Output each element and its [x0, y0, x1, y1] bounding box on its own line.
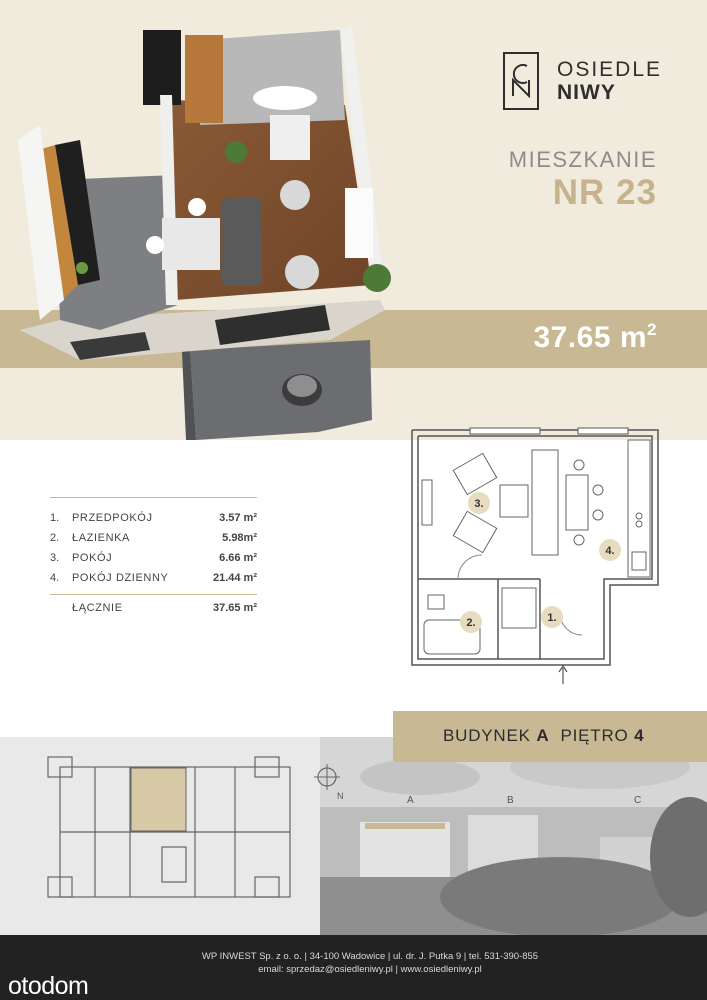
- site-building-label: A: [407, 795, 414, 806]
- floorplan-label: 1.: [547, 612, 557, 624]
- brand-logo-icon: [503, 52, 539, 110]
- site-building-label: C: [634, 795, 642, 806]
- apartment-area-value: 37.65 m: [533, 321, 648, 354]
- room-number: 1.: [50, 512, 60, 524]
- room-row: [50, 528, 257, 548]
- apartment-3d-render: [0, 0, 420, 440]
- room-area: 3.57 m²: [219, 512, 257, 524]
- room-name: ŁAZIENKA: [72, 532, 130, 544]
- room-row: [50, 548, 257, 568]
- building-label: BUDYNEK: [443, 726, 531, 745]
- building-letter: A: [536, 726, 550, 745]
- otodom-watermark: otodom: [8, 972, 89, 1000]
- room-name: POKÓJ: [72, 552, 113, 564]
- floorplan-label: 2.: [466, 617, 476, 629]
- room-area-table: [50, 497, 257, 621]
- floor-plan: [400, 420, 670, 690]
- room-row: [50, 508, 257, 528]
- apartment-label: MIESZKANIE: [508, 147, 657, 172]
- site-building-label: B: [507, 795, 514, 806]
- floor-number: 4: [634, 726, 645, 745]
- room-number: 2.: [50, 532, 60, 544]
- footer-email-line: email: sprzedaz@osiedleniwy.pl | www.osiedleniwy.pl: [258, 964, 482, 975]
- brand-name-line1: OSIEDLE: [557, 58, 663, 81]
- room-number: 3.: [50, 552, 60, 564]
- room-name: PRZEDPOKÓJ: [72, 512, 153, 524]
- room-area: 5.98m²: [222, 532, 257, 544]
- room-area: 21.44 m²: [212, 572, 257, 584]
- room-row: [50, 568, 257, 588]
- site-plan-and-photo: [0, 737, 707, 937]
- room-number: 4.: [50, 572, 60, 584]
- site-panel: [0, 737, 707, 937]
- apartment-area-unit: 2: [647, 320, 657, 339]
- room-area: 6.66 m²: [219, 552, 257, 564]
- apartment-area: [533, 320, 657, 355]
- building-floor-line: [443, 726, 644, 746]
- total-label: ŁĄCZNIE: [72, 602, 123, 614]
- floorplan-label: 3.: [474, 498, 484, 510]
- floorplan-label: 4.: [605, 545, 615, 557]
- compass-label: N: [337, 791, 344, 801]
- apartment-number: NR 23: [552, 173, 657, 212]
- brand-name-line2: NIWY: [557, 81, 616, 104]
- room-name: POKÓJ DZIENNY: [72, 572, 169, 584]
- footer-contact-line: WP INWEST Sp. z o. o. | 34-100 Wadowice | ul. dr. J. Putka 9 | tel. 531-390-855: [201, 951, 539, 962]
- floor-label: PIĘTRO: [560, 726, 629, 745]
- total-area: 37.65 m²: [212, 602, 257, 614]
- total-row: [50, 595, 257, 621]
